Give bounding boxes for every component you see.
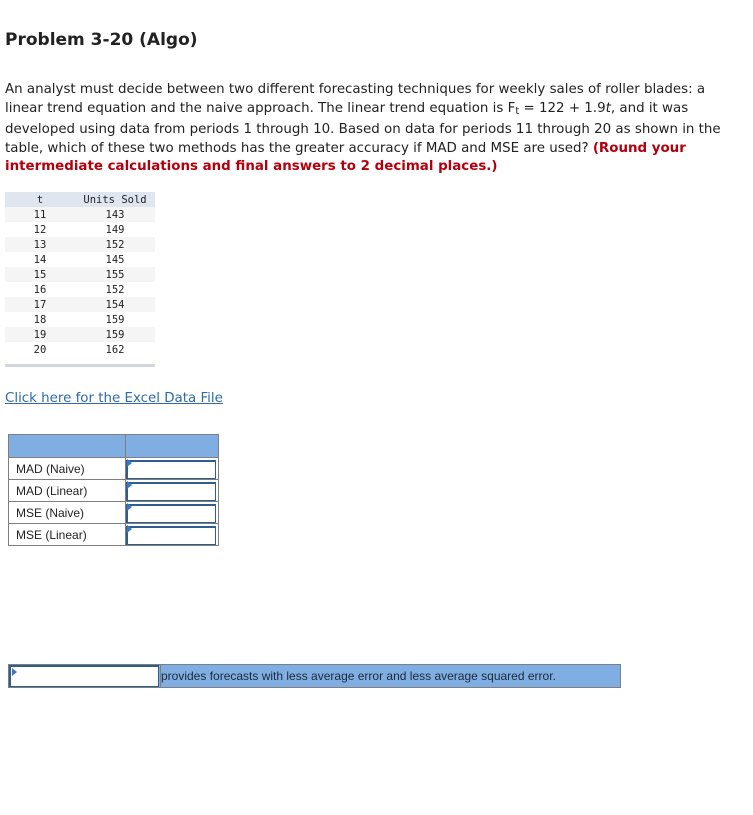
table-row bbox=[5, 267, 155, 282]
answer-table bbox=[8, 434, 219, 546]
table-row bbox=[5, 297, 155, 312]
table-scrollbar[interactable] bbox=[5, 364, 155, 367]
answer-cell bbox=[126, 502, 219, 524]
answer-row bbox=[9, 458, 219, 480]
period-cell: 11 bbox=[5, 207, 75, 222]
units-cell: 159 bbox=[75, 312, 155, 327]
equation-subscript: t bbox=[515, 105, 520, 117]
mad-naive-input[interactable] bbox=[126, 460, 216, 479]
period-cell: 12 bbox=[5, 222, 75, 237]
mad-linear-input[interactable] bbox=[126, 482, 216, 501]
answer-cell bbox=[126, 458, 219, 480]
units-cell: 145 bbox=[75, 252, 155, 267]
units-cell: 143 bbox=[75, 207, 155, 222]
input-marker-icon bbox=[127, 503, 132, 511]
sales-data-table bbox=[5, 192, 155, 357]
equation-variable: t bbox=[605, 100, 611, 116]
table-row bbox=[5, 252, 155, 267]
problem-intro: An analyst must decide between two different forecasting techniques for weekly sales of roller blades: a linear trend equation and the naive approach. The linear trend equation is bbox=[5, 82, 706, 116]
answer-header-value bbox=[126, 435, 219, 458]
answer-label: MAD (Linear) bbox=[9, 480, 126, 502]
period-cell: 13 bbox=[5, 237, 75, 252]
answer-label: MSE (Naive) bbox=[9, 502, 126, 524]
units-cell: 152 bbox=[75, 282, 155, 297]
table-row bbox=[5, 237, 155, 252]
period-cell: 19 bbox=[5, 327, 75, 342]
problem-statement bbox=[5, 81, 745, 177]
answer-cell bbox=[126, 524, 219, 546]
table-row bbox=[5, 312, 155, 327]
units-cell: 159 bbox=[75, 327, 155, 342]
units-cell: 155 bbox=[75, 267, 155, 282]
answer-row bbox=[9, 524, 219, 546]
method-dropdown[interactable] bbox=[9, 665, 159, 687]
answer-label: MAD (Naive) bbox=[9, 458, 126, 480]
answer-label: MSE (Linear) bbox=[9, 524, 126, 546]
input-marker-icon bbox=[127, 525, 132, 533]
table-row bbox=[5, 327, 155, 342]
conclusion-text: provides forecasts with less average error and less average squared error. bbox=[160, 665, 621, 687]
equation-f: F bbox=[507, 100, 516, 116]
period-cell: 18 bbox=[5, 312, 75, 327]
answer-cell bbox=[126, 480, 219, 502]
header-period: t bbox=[5, 192, 75, 207]
period-cell: 14 bbox=[5, 252, 75, 267]
problem-body: , and it was developed using data from periods 1 through 10. Based on data for periods 11 through 20 as shown in the table, which of these two methods has the greater accuracy if MAD and MSE are used? bbox=[5, 100, 721, 156]
period-cell: 15 bbox=[5, 267, 75, 282]
table-row bbox=[5, 222, 155, 237]
units-cell: 154 bbox=[75, 297, 155, 312]
units-cell: 152 bbox=[75, 237, 155, 252]
table-row bbox=[5, 342, 155, 357]
trend-equation bbox=[508, 101, 611, 116]
header-units-sold: Units Sold bbox=[75, 192, 155, 207]
excel-data-link[interactable]: Click here for the Excel Data File bbox=[5, 391, 223, 406]
answer-row bbox=[9, 502, 219, 524]
data-table-header bbox=[5, 192, 155, 207]
units-cell: 162 bbox=[75, 342, 155, 357]
answer-header-label bbox=[9, 435, 126, 458]
answer-table-header bbox=[9, 435, 219, 458]
problem-title: Problem 3-20 (Algo) bbox=[5, 30, 198, 50]
input-marker-icon bbox=[127, 459, 132, 467]
table-row bbox=[5, 207, 155, 222]
mse-linear-input[interactable] bbox=[126, 526, 216, 545]
rounding-instruction: (Round your intermediate calculations and final answers to 2 decimal places.) bbox=[5, 140, 686, 175]
period-cell: 16 bbox=[5, 282, 75, 297]
answer-row bbox=[9, 480, 219, 502]
input-marker-icon bbox=[127, 481, 132, 489]
units-cell: 149 bbox=[75, 222, 155, 237]
period-cell: 20 bbox=[5, 342, 75, 357]
table-row bbox=[5, 282, 155, 297]
mse-naive-input[interactable] bbox=[126, 504, 216, 523]
equation-body: = 122 + 1.9 bbox=[519, 100, 606, 116]
period-cell: 17 bbox=[5, 297, 75, 312]
dropdown-marker-icon bbox=[12, 668, 17, 676]
conclusion-row bbox=[8, 664, 621, 688]
